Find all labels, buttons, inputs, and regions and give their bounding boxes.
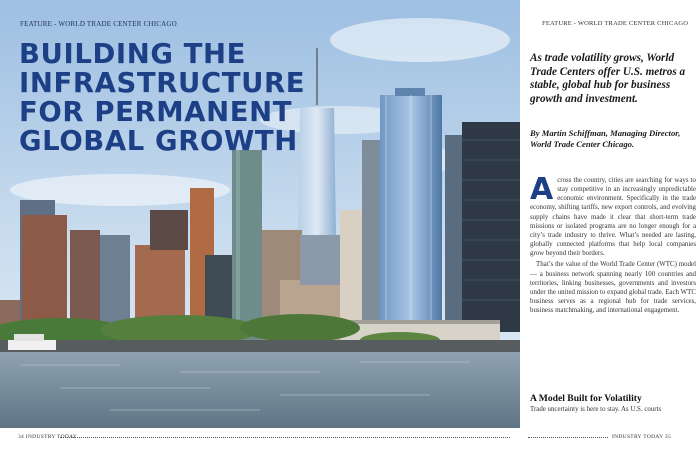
section-body: Trade uncertainty is here to stay. As U.S. courts bbox=[530, 406, 662, 413]
paragraph-text: cross the country, cities are searching for ways to stay competitive in an increasingly unpredictable economic environment. Specifically in the trade economy, shifting tariffs, new export controls, and evolving supply chains have made it clear that short-term trade missions or isolated programs are no longer enough for a city’s trade industry to thrive. What’s needed are lasting, globally connected platforms that help local companies grow beyond their borders. bbox=[530, 177, 696, 258]
feature-tag: FEATURE - WORLD TRADE CENTER CHICAGO bbox=[20, 20, 177, 28]
headline bbox=[19, 40, 319, 156]
headline-line: FOR PERMANENT bbox=[19, 96, 293, 128]
section-subhead: A Model Built for Volatility bbox=[530, 393, 642, 404]
drop-cap: A bbox=[530, 172, 554, 207]
headline-line: BUILDING THE bbox=[19, 38, 247, 70]
body-paragraph: That’s the value of the World Trade Center (WTC) model — a business network spanning nearly 100 countries and territories, linking businesses, governments and investors under the united mission to expand global trade. Each WTC business serves as a regional hub for trade services, business matchmaking, and international engagement. bbox=[530, 261, 696, 315]
body-paragraph bbox=[530, 172, 696, 258]
headline-line: INFRASTRUCTURE bbox=[19, 67, 306, 99]
page-footer-left: 34 INDUSTRY TODAY bbox=[18, 434, 78, 440]
article-page bbox=[520, 0, 700, 454]
headline-line: GLOBAL GROWTH bbox=[19, 125, 298, 157]
byline: By Martin Schiffman, Managing Director, World Trade Center Chicago. bbox=[530, 128, 681, 149]
feature-tag: FEATURE - WORLD TRADE CENTER CHICAGO bbox=[542, 20, 689, 27]
article-body bbox=[530, 172, 696, 317]
page-footer-right: INDUSTRY TODAY 35 bbox=[612, 434, 671, 440]
article-dek: As trade volatility grows, World Trade Centers offer U.S. metros a stable, global hub for business growth and investment. bbox=[530, 52, 686, 105]
footer-rule bbox=[528, 437, 608, 438]
footer-rule bbox=[60, 437, 510, 438]
